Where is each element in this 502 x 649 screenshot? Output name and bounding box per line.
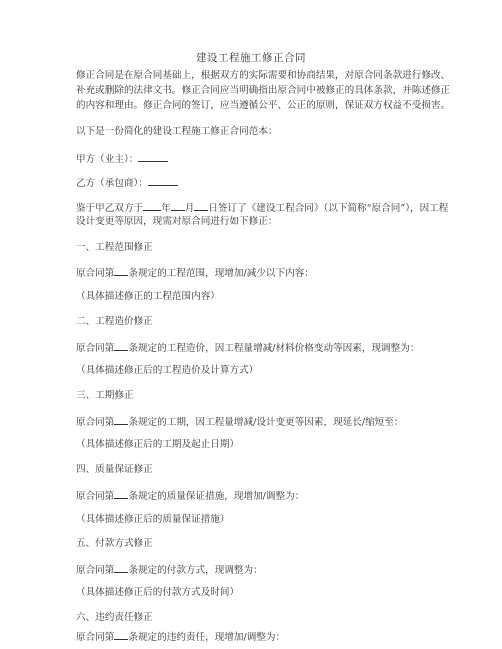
note-cost: （具体描述修正后的工程造价及计算方式）: [76, 365, 259, 376]
party-a-line: [76, 152, 436, 166]
clause-number-blank[interactable]: [114, 563, 128, 573]
party-b-blank[interactable]: [148, 176, 178, 186]
intro-line-1: 修正合同是在原合同基础上，根据双方的实际需要和协商结果，对原合同条款进行修改、: [76, 70, 451, 81]
clause-prefix: 原合同第: [76, 491, 115, 502]
recital-line-1: [76, 201, 449, 215]
section-heading-payment: 五、付款方式修正: [76, 538, 153, 549]
clause-number-blank[interactable]: [114, 341, 128, 351]
recital-text-end: 日签订了《建设工程合同》（以下简称“原合同”），因工程: [208, 203, 449, 214]
party-a-blank[interactable]: [138, 152, 168, 162]
party-b-label: 乙方（承包商）：: [76, 178, 148, 189]
recital-month-label: 月: [184, 203, 195, 214]
clause-cost: [76, 341, 436, 355]
clause-text: 条规定的工期，因工程量增减/设计变更等因素，现延长/缩短至：: [128, 417, 404, 428]
section-heading-cost: 二、工程造价修正: [76, 316, 153, 327]
clause-scope: [76, 266, 436, 280]
template-intro: 以下是一份简化的建设工程施工修正合同范本：: [76, 126, 278, 137]
clause-number-blank[interactable]: [114, 266, 128, 276]
clause-payment: [76, 563, 436, 577]
document-title: 建设工程施工修正合同: [196, 52, 306, 64]
clause-text: 条规定的工程造价，因工程量增减/材料价格变动等因素，现调整为：: [128, 343, 420, 354]
clause-prefix: 原合同第: [76, 632, 115, 643]
section-heading-scope: 一、工程范围修正: [76, 242, 153, 253]
intro-line-2: 补充或删除的法律文书。修正合同应当明确指出原合同中被修正的具体条款，并陈述修正: [76, 85, 451, 96]
clause-text: 条规定的付款方式，现调整为：: [128, 565, 263, 576]
clause-liability: [76, 630, 436, 644]
clause-prefix: 原合同第: [76, 268, 115, 279]
recital-year-label: 年: [161, 203, 171, 214]
clause-text: 条规定的违约责任，现增加/调整为：: [128, 632, 286, 643]
clause-schedule: [76, 415, 436, 429]
recital-text: 鉴于甲乙双方于: [76, 203, 144, 214]
clause-number-blank[interactable]: [114, 415, 128, 425]
intro-line-3: 的内容和理由。修正合同的签订，应当遵循公平、公正的原则，保证双方权益不受损害。: [76, 100, 451, 111]
recital-line-2: 设计变更等原因，现需对原合同进行如下修正：: [76, 216, 278, 227]
month-blank[interactable]: [171, 201, 185, 211]
clause-number-blank[interactable]: [114, 630, 128, 640]
note-schedule: （具体描述修正后的工期及起止日期）: [76, 439, 240, 450]
clause-prefix: 原合同第: [76, 565, 115, 576]
year-blank[interactable]: [143, 201, 161, 211]
section-heading-schedule: 三、工期修正: [76, 390, 134, 401]
section-heading-quality: 四、质量保证修正: [76, 464, 153, 475]
note-quality: （具体描述修正后的质量保证措施）: [76, 514, 230, 525]
day-blank[interactable]: [194, 201, 208, 211]
note-scope: （具体描述修正的工程范围内容）: [76, 291, 220, 302]
party-b-line: [76, 176, 436, 190]
clause-text: 条规定的质量保证措施，现增加/调整为：: [128, 491, 305, 502]
clause-prefix: 原合同第: [76, 417, 115, 428]
note-payment: （具体描述修正后的付款方式及时间）: [76, 587, 240, 598]
party-a-label: 甲方（业主）：: [76, 154, 139, 165]
clause-number-blank[interactable]: [114, 489, 128, 499]
section-heading-liability: 六、违约责任修正: [76, 612, 153, 623]
clause-quality: [76, 489, 436, 503]
clause-prefix: 原合同第: [76, 343, 115, 354]
clause-text: 条规定的工程范围，现增加/减少以下内容：: [128, 268, 314, 279]
